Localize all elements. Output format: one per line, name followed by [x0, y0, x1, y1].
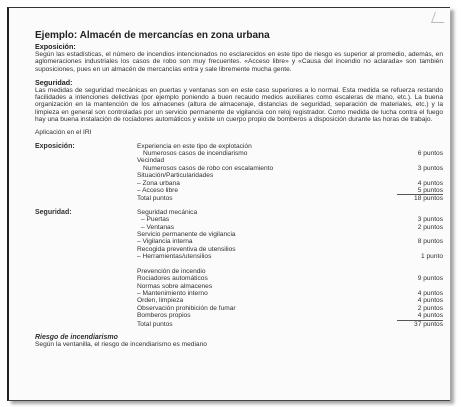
score-row-label: Total puntos	[137, 195, 173, 203]
score-row-points: 2 puntos	[417, 304, 443, 312]
riesgo-text: Según la ventanilla, el riesgo de incendiarismo es mediano	[35, 341, 207, 349]
score-row-label: Servicio permanente de vigilancia	[137, 230, 236, 238]
exposicion-paragraph: Según las estadísticas, el número de incendios intencionados no esclarecidos en este tipo de riesgo es superior al promedio, además, en aglomeraciones industriales los casos de robo son muy frecuentes. «Acceso libre» y «Causa del incendio no aclarada» son también suposiciones, pues en un almacén de mercancías entra y sale libremente mucha gente.	[35, 51, 443, 73]
score-row	[137, 275, 443, 282]
score-row-points: 8 puntos	[417, 238, 443, 246]
score-row-label: Prevención de incendio	[137, 267, 206, 275]
score-row	[137, 165, 443, 172]
seguridad-paragraph: Las medidas de seguridad mecánicas en puertas y ventanas son en este caso superiores a lo normal. Esta medida se refuerza restando facilidades a intenciones delictivas (por ejemplo poniendo a buen recaudo medios auxiliares como escaleras de mano, etc.). La buena organización en la mantención de los almacenes (altura de almacenaje, distancias de seguridad, separación de materiales, etc.) y la limpieza en general son controladas por un servicio permanente de vigilancia con reloj registrador. Como medida de lucha contra el fuego hay una buena instalación de rociadores automáticos y existe un cuerpo propio de bomberos a disposición durante las horas de trabajo.	[35, 86, 443, 124]
score-row-points: 37 puntos	[414, 320, 443, 328]
score-row-label: Experiencia en este tipo de explotación	[137, 142, 252, 150]
score-row-points: 18 puntos	[414, 195, 443, 203]
score-row	[137, 157, 443, 164]
score-row-label: Orden, limpieza	[137, 297, 184, 305]
score-row	[137, 312, 443, 319]
score-row	[137, 187, 443, 194]
score-row	[137, 268, 443, 275]
score-row	[137, 209, 443, 216]
score-row	[137, 224, 443, 231]
total-row	[137, 195, 443, 202]
score-row-label: – Acceso libre	[137, 187, 179, 195]
page-title: Ejemplo: Almacén de mercancías en zona urbana	[35, 30, 270, 41]
score-row-label: – Mantenimiento interno	[137, 290, 208, 298]
score-row	[137, 290, 443, 297]
score-row-label: Observación prohibición de fumar	[137, 304, 236, 312]
score-row-label: Numerosos casos de robo con escalamiento	[143, 164, 274, 172]
score-row	[137, 216, 443, 223]
score-row-label: Bomberos propios	[137, 312, 191, 320]
score-row	[137, 231, 443, 238]
score-row	[137, 283, 443, 290]
score-row	[137, 238, 443, 245]
score-group-body	[137, 143, 443, 203]
aplicacion-label: Aplicación en el IRI	[35, 129, 92, 137]
score-row-label: – Herramientas/utensilios	[137, 253, 212, 261]
document-page	[7, 7, 450, 401]
score-row-points: 9 puntos	[417, 275, 443, 283]
score-row-points: 4 puntos	[417, 179, 443, 187]
riesgo-heading: Riesgo de incendiarismo	[35, 334, 118, 342]
score-group-body	[137, 209, 443, 328]
score-row	[137, 150, 443, 157]
score-row-label: – Ventanas	[141, 223, 174, 231]
score-row-points: 6 puntos	[417, 150, 443, 158]
score-row-label: Situación/Particularidades	[137, 172, 214, 180]
score-row	[137, 253, 443, 260]
score-row-label: – Puertas	[141, 216, 170, 224]
score-group	[35, 209, 443, 328]
score-row-points: 2 puntos	[417, 223, 443, 231]
score-row-label: Normas sobre almacenes	[137, 282, 213, 290]
score-row	[137, 297, 443, 304]
score-row-points: 3 puntos	[417, 164, 443, 172]
score-row-points: 4 puntos	[417, 297, 443, 305]
score-group-label: Exposición:	[35, 142, 75, 150]
score-row-points: 4 puntos	[417, 290, 443, 298]
score-row-label: Recogida preventiva de utensilios	[137, 245, 236, 253]
score-table	[35, 143, 443, 328]
exposicion-heading: Exposición:	[35, 42, 76, 51]
score-row-points: 3 puntos	[417, 216, 443, 224]
score-row-label: – Vigilancia interna	[137, 238, 193, 246]
score-row	[137, 143, 443, 150]
score-row-label: Rociadores automáticos	[137, 275, 208, 283]
score-group	[35, 143, 443, 203]
score-row	[137, 246, 443, 253]
score-row-points: 1 punto	[421, 253, 443, 261]
score-row-points: 5 puntos	[417, 187, 443, 195]
total-row	[137, 321, 443, 328]
score-group-label: Seguridad:	[35, 208, 72, 216]
score-row-label: Total puntos	[137, 320, 173, 328]
score-row-label: Seguridad mecánica	[137, 208, 198, 216]
score-row	[137, 261, 443, 268]
score-row-points: 4 puntos	[417, 312, 443, 320]
score-row	[137, 180, 443, 187]
seguridad-heading: Seguridad:	[35, 77, 73, 87]
score-row-label: – Zona urbana	[137, 179, 180, 187]
score-row-label: Vecindad	[137, 157, 165, 165]
score-row	[137, 305, 443, 312]
score-row	[137, 172, 443, 179]
page-corner-mark	[431, 12, 448, 23]
document-content	[35, 30, 443, 349]
score-row-label: Numerosos casos de incendiarismo	[143, 150, 248, 158]
